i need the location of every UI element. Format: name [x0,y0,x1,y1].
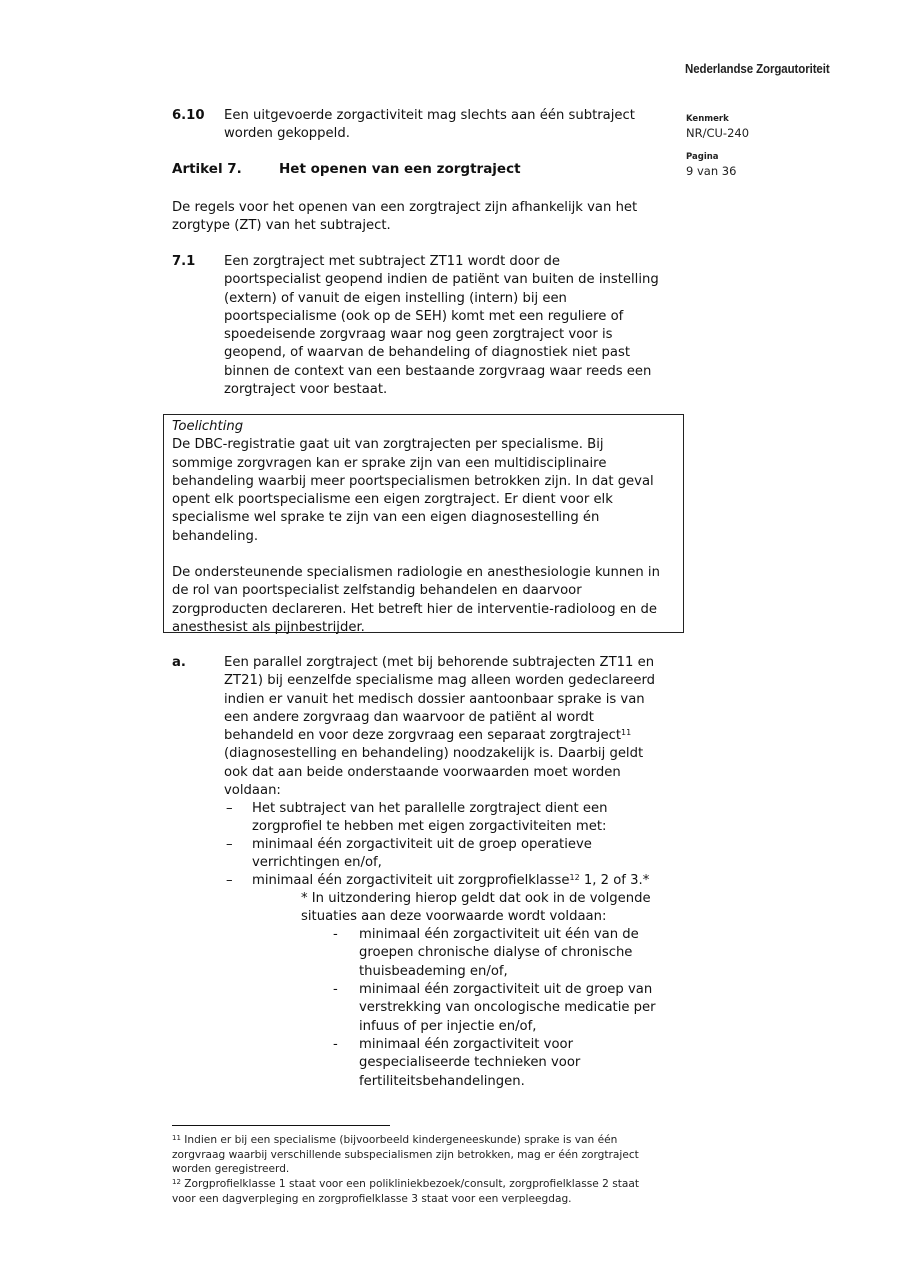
text-line: zorgproducten declareren. Het betreft hier de interventie-radioloog en de [172,601,657,617]
text-line: minimaal één zorgactiviteit uit één van de [359,927,639,942]
text-line: situaties aan deze voorwaarde wordt voldaan: [301,909,607,925]
text-line: De ondersteunende specialismen radiologie en anesthesiologie kunnen in [172,565,660,581]
sub-bullet-dash: - [333,1037,338,1052]
text-line: fertiliteitsbehandelingen. [359,1073,525,1089]
item-a-label: a. [172,655,186,670]
text-line: Indien er bij een specialisme (bijvoorbeeld kindergeneeskunde) sprake is van één [184,1134,618,1146]
section-6-10-text [224,107,635,144]
bullet-dash: – [226,873,233,888]
text-line: minimaal één zorgactiviteit voor [359,1037,574,1052]
footnote-number: 11 [172,1134,181,1142]
text-line: Zorgprofielklasse 1 staat voor een polikliniekbezoek/consult, zorgprofielklasse 2 staat [184,1178,640,1190]
text-line: voor een dagverpleging en zorgprofielklasse 3 staat voor een verpleegdag. [172,1192,572,1205]
bullet-dash: – [226,837,233,852]
text-line: geopend, of waarvan de behandeling of diagnostiek niet past [224,345,631,361]
article-label: Artikel 7. [172,161,242,177]
text-line: gespecialiseerde technieken voor [359,1055,581,1071]
text-line: specialisme wel sprake te zijn van een eigen diagnosestelling én [172,510,600,526]
toelichting-box [163,414,684,633]
text-line: indien er vanuit het medisch dossier aantoonbaar sprake is van [224,691,645,707]
text-line: * In uitzondering hierop geldt dat ook in de volgende [301,891,651,906]
section-7-1-text [224,253,659,399]
footnote-ref-12[interactable]: 12 [569,873,580,882]
text-line: anesthesist als pijnbestrijder. [172,619,365,635]
text-line: behandeling waarbij meer poortspecialismen betrokken zijn. In dat geval [172,473,654,489]
toelichting-title: Toelichting [172,419,244,434]
pagina-value: 9 van 36 [686,164,737,178]
footnote-number: 12 [172,1178,181,1186]
text-line: poortspecialist geopend indien de patiënt van buiten de instelling [224,272,659,288]
text-line: de rol van poortspecialist zelfstandig behandelen en daarvoor [172,583,582,599]
text-line: behandeling. [172,528,259,544]
text-line: worden gekoppeld. [224,126,350,142]
text-line: zorgprofiel te hebben met eigen zorgactiviteiten met: [252,819,607,835]
text-line: minimaal één zorgactiviteit uit de groep operatieve [252,837,592,852]
footnote-separator [172,1125,390,1126]
item-a-text [224,654,655,800]
text-line: sommige zorgvragen kan er sprake zijn van een multidisciplinaire [172,455,607,471]
text-line: Een uitgevoerde zorgactiviteit mag slechts aan één subtraject [224,108,635,123]
text-line: behandeld en voor deze zorgvraag een separaat zorgtraject [224,728,622,744]
text-line: binnen de context van een bestaande zorgvraag waar reeds een [224,363,652,379]
text-line: infuus of per injectie en/of, [359,1018,537,1034]
text-line: minimaal één zorgactiviteit uit zorgprofielklasse [252,873,570,888]
text-line: spoedeisende zorgvraag waar nog geen zorgtraject voor is [224,327,613,343]
pagina-label: Pagina [686,152,719,162]
text-line: minimaal één zorgactiviteit uit de groep van [359,982,653,997]
text-line: poortspecialisme (ook op de SEH) komt met een reguliere of [224,308,624,324]
text-line: ZT21) bij eenzelfde specialisme mag alleen worden gedeclareerd [224,673,656,689]
text-line: zorgtraject voor bestaat. [224,382,388,398]
text-line: Een zorgtraject met subtraject ZT11 wordt door de [224,254,561,269]
text-line: 1, 2 of 3.* [579,873,650,888]
section-6-10-number: 6.10 [172,108,205,123]
text-line: zorgvraag waarbij verschillende subspecialismen zijn betrokken, mag er één zorgtraject [172,1148,639,1161]
sub-bullet-dash: - [333,982,338,997]
text-line: verrichtingen en/of, [252,855,382,871]
text-line: worden geregistreerd. [172,1163,290,1176]
footnote-12 [172,1177,692,1206]
text-line: (diagnosestelling en behandeling) noodzakelijk is. Daarbij geldt [224,746,644,762]
article-title: Het openen van een zorgtraject [279,161,521,177]
sub-bullet-item [359,981,656,1036]
text-line: ook dat aan beide onderstaande voorwaarden moet worden [224,764,621,780]
text-line: groepen chronische dialyse of chronische [359,945,633,961]
text-line: Het subtraject van het parallelle zorgtraject dient een [252,801,608,816]
bullet-item [252,800,607,837]
footnote-11 [172,1133,692,1177]
text-line: voldaan: [224,783,281,799]
text-line: verstrekking van oncologische medicatie per [359,1000,656,1016]
kenmerk-value: NR/CU-240 [686,126,750,140]
sub-bullet-dash: - [333,927,338,942]
text-line: Een parallel zorgtraject (met bij behorende subtrajecten ZT11 en [224,655,655,670]
bullet-dash: – [226,801,233,816]
text-line: De regels voor het openen van een zorgtraject zijn afhankelijk van het [172,200,638,215]
organization-name: Nederlandse Zorgautoriteit [685,62,830,76]
text-line: (extern) of vanuit de eigen instelling (intern) bij een [224,290,567,306]
sub-bullet-item [359,926,639,981]
text-line: een andere zorgvraag dan waarvoor de patiënt al wordt [224,709,594,725]
text-line: opent elk poortspecialisme een eigen zorgtraject. Er dient voor elk [172,492,613,508]
kenmerk-label: Kenmerk [686,114,729,124]
section-7-1-number: 7.1 [172,254,196,269]
toelichting-paragraph-1 [172,436,682,546]
text-line: De DBC-registratie gaat uit van zorgtrajecten per specialisme. Bij [172,437,604,453]
text-line: thuisbeademing en/of, [359,963,508,979]
toelichting-paragraph-2 [172,564,682,637]
text-line: zorgtype (ZT) van het subtraject. [172,218,391,234]
article-intro [172,199,637,236]
exception-note [301,890,651,927]
bullet-item [252,872,649,890]
bullet-item [252,836,592,873]
footnote-ref-11[interactable]: 11 [621,728,632,738]
sub-bullet-item [359,1036,580,1091]
